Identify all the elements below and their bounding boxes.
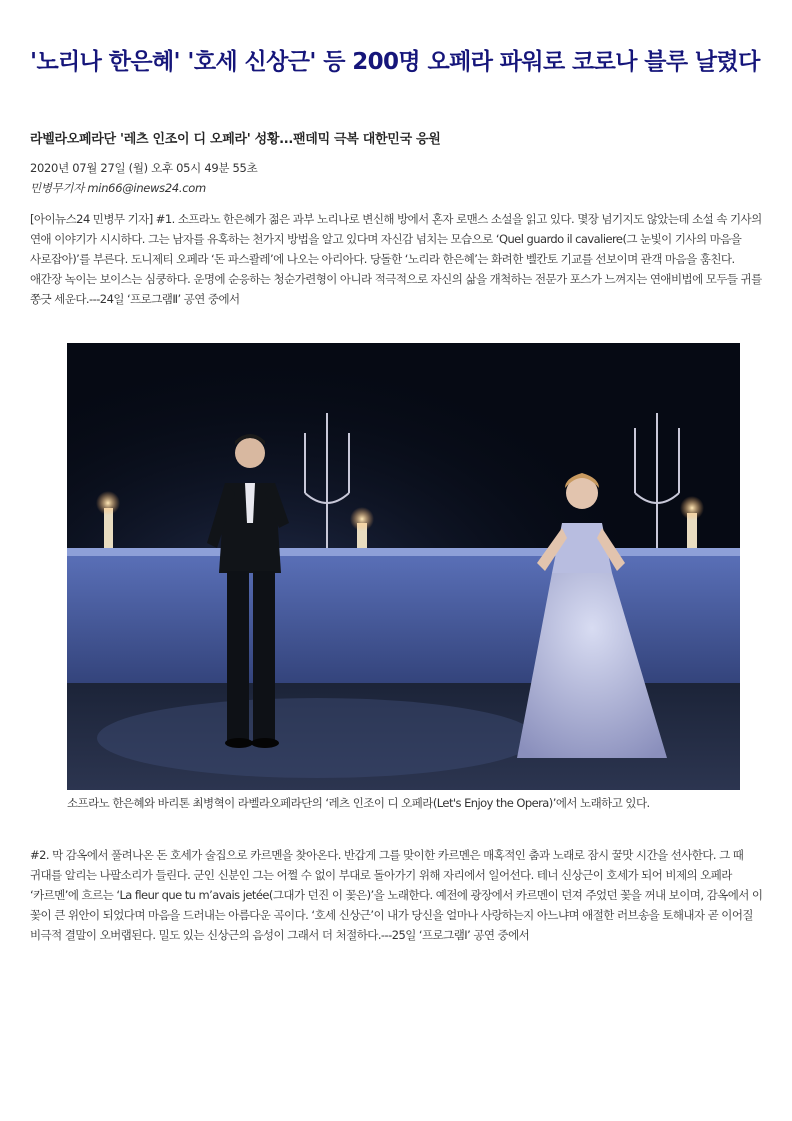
author-byline: 민병무기자 min66@inews24.com — [30, 181, 206, 195]
article-subtitle: 라벨라오페라단 '레츠 인조이 디 오페라' 성황...팬데믹 극복 대한민국 응원 — [30, 132, 441, 147]
article-photo — [67, 343, 740, 790]
article-paragraph-2: #2. 막 감옥에서 풀려나온 돈 호세가 술집으로 카르멘을 찾아온다. 반갑게 그를 맞이한 카르멘은 매혹적인 춤과 노래로 잠시 꿀맛 시간을 선사한다. 그 때 귀대를 알리는 나팔소리가 들린다. 군인 신분인 그는 어쩔 수 없이 부대로 돌아가기 위해 자리에서 일어선다. 테너 신상근이 호세가 되어 비제의 오페라 ‘카르멘’에 흐르는 ‘La fleur que tu m’avais jetée(그대가 던진 이 꽃은)’을 노래한다. 예전에 광장에서 카르멘이 던져 주었던 꽃을 꺼내 보이며, 감옥에서 이 꽃이 큰 위안이 되었다며 마음을 드러내는 아름다운 곡이다. ‘호세 신상근’이 내가 당신을 얼마나 사랑하는지 아느냐며 애절한 러브송을 토해내자 곧 이어질 비극적 결말이 오버랩된다. 밀도 있는 신상근의 음성이 그래서 더 처절하다.---25일 ‘프로그램Ⅰ’ 공연 중에서 — [30, 848, 763, 942]
opera-stage-illustration — [67, 343, 740, 790]
article-paragraph-1: [아이뉴스24 민병무 기자] #1. 소프라노 한은혜가 젊은 과부 노리나로 변신해 방에서 혼자 로맨스 소설을 읽고 있다. 몇장 넘기지도 않았는데 소설 속 기사의 연애 이야기가 시시하다. 그는 남자를 유혹하는 천가지 방법을 알고 있다며 자신감 넘치는 모습으로 ‘Quel guardo il cavaliere(그 눈빛이 기사의 마음을 사로잡아)’를 부른다. 도니제티 오페라 ‘돈 파스콸레’에 나오는 아리아다. 당돌한 ‘노리라 한은혜’는 화려한 벨칸토 기교를 선보이며 관객 마음을 훔친다. 애간장 녹이는 보이스는 심쿵하다. 운명에 순응하는 청순가련형이 아니라 적극적으로 자신의 삶을 개척하는 전문가 포스가 느껴지는 연애비법에 모두들 귀를 쫑긋 세운다.---24일 ‘프로그램Ⅱ’ 공연 중에서 — [30, 212, 762, 306]
publish-date: 2020년 07월 27일 (월) 오후 05시 49분 55초 — [30, 161, 258, 175]
article-headline: '노리나 한은혜' '호세 신상근' 등 200명 오페라 파워로 코로나 블루 날렸다 — [30, 49, 760, 75]
photo-caption: 소프라노 한은혜와 바리톤 최병혁이 라벨라오페라단의 ‘레츠 인조이 디 오페라(Let's Enjoy the Opera)’에서 노래하고 있다. — [67, 796, 650, 810]
